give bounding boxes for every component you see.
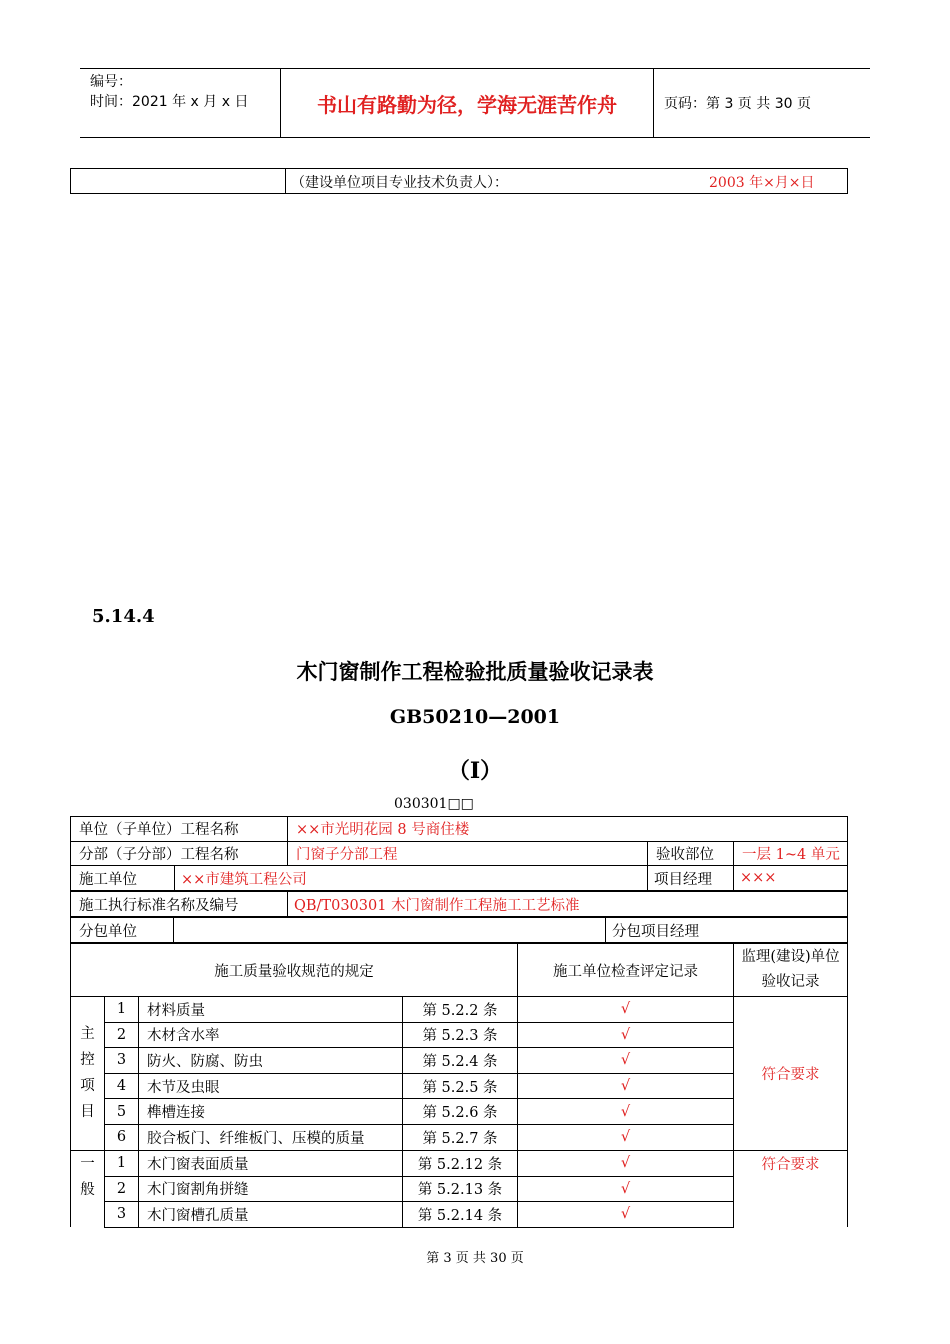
spec-header: 施工质量验收规范的规定 bbox=[71, 944, 518, 997]
info-row-subcontract bbox=[71, 918, 848, 943]
signature-label: （建设单位项目专业技术负责人）： bbox=[291, 175, 508, 191]
main-item-number: 2 bbox=[105, 1022, 139, 1048]
time-label: 时间：2021 年 x 月 x 日 bbox=[90, 94, 249, 110]
check-header: 施工单位检查评定记录 bbox=[518, 944, 734, 997]
subdivision-label: 分部（子分部）工程名称 bbox=[71, 841, 288, 866]
main-item-check: √ bbox=[518, 1124, 734, 1150]
main-items-table bbox=[70, 996, 848, 1151]
main-item-clause: 第 5.2.6 条 bbox=[403, 1099, 518, 1125]
info-table-4 bbox=[70, 917, 848, 943]
main-item-row bbox=[71, 1048, 848, 1074]
page-header bbox=[80, 68, 870, 138]
subcontract-manager-label: 分包项目经理 bbox=[606, 918, 848, 943]
main-item-number: 4 bbox=[105, 1073, 139, 1099]
general-item-row bbox=[71, 1176, 848, 1202]
general-item-name: 木门窗表面质量 bbox=[139, 1151, 403, 1177]
general-item-clause: 第 5.2.14 条 bbox=[403, 1202, 518, 1228]
serial-label: 编号： bbox=[90, 74, 132, 90]
info-row-standard bbox=[71, 892, 848, 917]
main-item-number: 3 bbox=[105, 1048, 139, 1074]
info-row-unit bbox=[71, 817, 848, 842]
main-item-name: 防火、防腐、防虫 bbox=[139, 1048, 403, 1074]
column-header-row bbox=[71, 944, 848, 997]
header-motto: 书山有路勤为径，学海无涯苦作舟 bbox=[281, 69, 654, 137]
unit-project-label: 单位（子单位）工程名称 bbox=[71, 817, 288, 842]
general-item-group-char: 一 bbox=[80, 1156, 95, 1172]
main-item-group-char: 目 bbox=[80, 1104, 95, 1121]
main-item-number: 1 bbox=[105, 997, 139, 1023]
signature-row bbox=[70, 168, 848, 194]
general-item-number: 2 bbox=[105, 1176, 139, 1202]
main-item-row bbox=[71, 1099, 848, 1125]
main-item-name: 胶合板门、纤维板门、压模的质量 bbox=[139, 1124, 403, 1150]
general-item-row bbox=[71, 1202, 848, 1228]
standard-label: 施工执行标准名称及编号 bbox=[71, 892, 288, 917]
main-item-check: √ bbox=[518, 1048, 734, 1074]
signature-divider bbox=[285, 169, 286, 193]
main-item-name: 木节及虫眼 bbox=[139, 1073, 403, 1099]
part-number: （Ⅰ） bbox=[447, 758, 503, 784]
header-page-info: 页码：第 3 页 共 30 页 bbox=[664, 96, 811, 112]
subcontract-value bbox=[174, 918, 606, 943]
main-item-row bbox=[71, 1022, 848, 1048]
standard-value: QB/T030301 木门窗制作工程施工工艺标准 bbox=[288, 892, 848, 917]
project-manager-value: ××× bbox=[734, 866, 848, 891]
main-item-clause: 第 5.2.7 条 bbox=[403, 1124, 518, 1150]
signature-date: 2003 年×月×日 bbox=[709, 175, 815, 191]
general-item-row bbox=[71, 1151, 848, 1177]
general-item-group-char: 般 bbox=[80, 1182, 95, 1198]
general-item-number: 1 bbox=[105, 1151, 139, 1177]
document-title: 木门窗制作工程检验批质量验收记录表 bbox=[296, 659, 654, 684]
main-item-clause: 第 5.2.4 条 bbox=[403, 1048, 518, 1074]
section-number: 5.14.4 bbox=[92, 606, 155, 627]
construction-unit-label: 施工单位 bbox=[71, 866, 175, 891]
general-item-number: 3 bbox=[105, 1202, 139, 1228]
general-item-check: √ bbox=[518, 1202, 734, 1228]
form-code: 030301□□ bbox=[394, 796, 474, 812]
main-item-result: 符合要求 bbox=[734, 997, 848, 1151]
main-item-number: 6 bbox=[105, 1124, 139, 1150]
info-table-2 bbox=[70, 865, 848, 891]
main-item-clause: 第 5.2.2 条 bbox=[403, 997, 518, 1023]
main-item-name: 木材含水率 bbox=[139, 1022, 403, 1048]
general-item-clause: 第 5.2.13 条 bbox=[403, 1176, 518, 1202]
main-item-check: √ bbox=[518, 1099, 734, 1125]
general-item-result: 符合要求 bbox=[734, 1151, 848, 1228]
subdivision-value: 门窗子分部工程 bbox=[288, 841, 648, 866]
acceptance-part-label: 验收部位 bbox=[648, 841, 734, 866]
main-item-group-char: 控 bbox=[80, 1052, 95, 1069]
main-item-clause: 第 5.2.5 条 bbox=[403, 1073, 518, 1099]
main-item-clause: 第 5.2.3 条 bbox=[403, 1022, 518, 1048]
info-row-subdivision bbox=[71, 841, 848, 866]
main-item-number: 5 bbox=[105, 1099, 139, 1125]
main-item-row bbox=[71, 1124, 848, 1150]
general-item-name: 木门窗割角拼缝 bbox=[139, 1176, 403, 1202]
acceptance-part-value: 一层 1~4 单元 bbox=[734, 841, 848, 866]
construction-unit-value: ××市建筑工程公司 bbox=[175, 866, 648, 891]
column-header-table bbox=[70, 943, 848, 997]
main-item-check: √ bbox=[518, 1073, 734, 1099]
main-item-group-char: 主 bbox=[80, 1026, 95, 1043]
standard-code: GB50210—2001 bbox=[389, 706, 561, 728]
main-item-name: 材料质量 bbox=[139, 997, 403, 1023]
subcontract-label: 分包单位 bbox=[71, 918, 174, 943]
main-item-group-label bbox=[71, 997, 105, 1151]
main-item-group-char: 项 bbox=[80, 1078, 95, 1095]
info-row-construction bbox=[71, 866, 848, 891]
main-item-check: √ bbox=[518, 1022, 734, 1048]
main-item-row bbox=[71, 1073, 848, 1099]
supervision-header: 监理(建设)单位验收记录 bbox=[734, 944, 848, 997]
general-item-name: 木门窗槽孔质量 bbox=[139, 1202, 403, 1228]
unit-project-value: ××市光明花园 8 号商住楼 bbox=[288, 817, 848, 842]
main-item-row bbox=[71, 997, 848, 1023]
general-items-table bbox=[70, 1150, 848, 1228]
general-item-group-label bbox=[71, 1151, 105, 1228]
project-manager-label: 项目经理 bbox=[648, 866, 734, 891]
header-meta bbox=[80, 69, 281, 137]
info-table-3 bbox=[70, 891, 848, 917]
general-item-check: √ bbox=[518, 1176, 734, 1202]
general-item-check: √ bbox=[518, 1151, 734, 1177]
main-item-name: 榫槽连接 bbox=[139, 1099, 403, 1125]
info-table bbox=[70, 816, 848, 866]
page-footer: 第 3 页 共 30 页 bbox=[426, 1251, 524, 1266]
general-item-clause: 第 5.2.12 条 bbox=[403, 1151, 518, 1177]
main-item-check: √ bbox=[518, 997, 734, 1023]
